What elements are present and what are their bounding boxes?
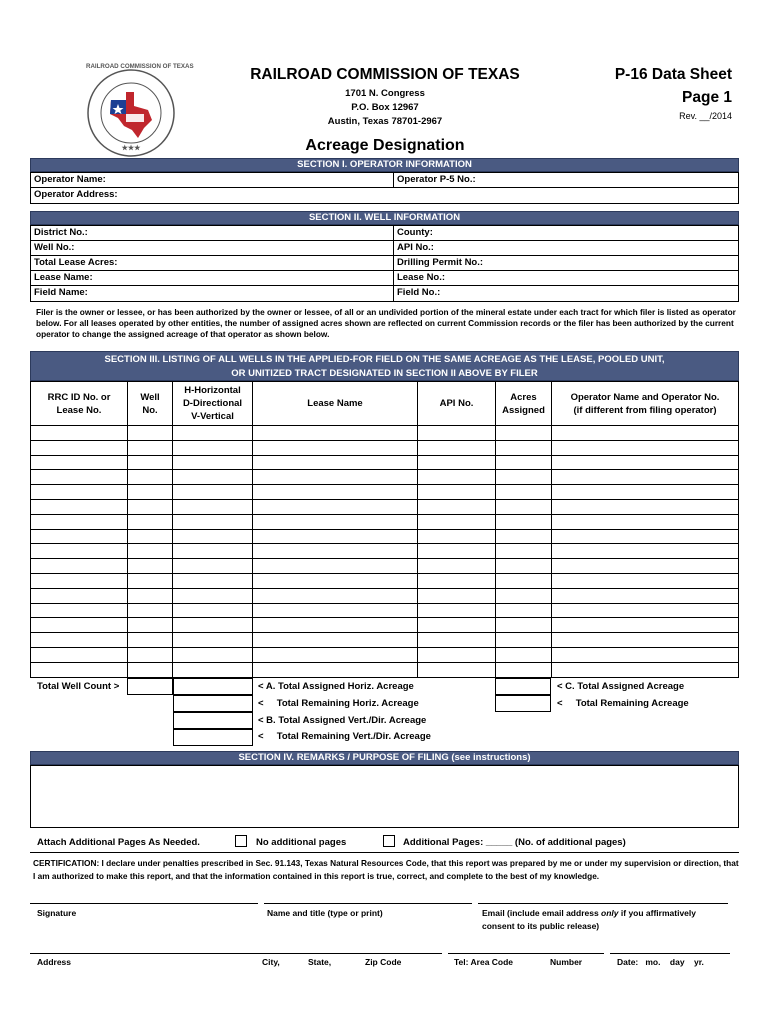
table-row bbox=[31, 633, 739, 648]
table-cell[interactable] bbox=[253, 662, 418, 677]
col-operator: Operator Name and Operator No. (if different from filing operator) bbox=[552, 382, 739, 426]
table-cell[interactable] bbox=[418, 588, 496, 603]
table-cell[interactable] bbox=[552, 559, 739, 574]
state-label: State, bbox=[308, 957, 332, 967]
table-cell[interactable] bbox=[496, 662, 552, 677]
table-cell[interactable] bbox=[552, 455, 739, 470]
table-cell[interactable] bbox=[552, 499, 739, 514]
attach-pages-label: Attach Additional Pages As Needed. bbox=[37, 837, 200, 848]
table-cell[interactable] bbox=[552, 470, 739, 485]
col-lease-name: Lease Name bbox=[253, 382, 418, 426]
name-title-label: Name and title (type or print) bbox=[267, 908, 383, 918]
table-cell[interactable] bbox=[496, 603, 552, 618]
table-cell[interactable] bbox=[173, 514, 253, 529]
table-cell[interactable] bbox=[173, 618, 253, 633]
name-title-line[interactable] bbox=[264, 903, 472, 904]
city-label: City, bbox=[262, 957, 280, 967]
a-total-box[interactable] bbox=[173, 678, 253, 695]
additional-pages-label: Additional Pages: _____ (No. of additional pages) bbox=[403, 837, 626, 848]
table-cell[interactable] bbox=[128, 485, 173, 500]
table-cell[interactable] bbox=[31, 573, 128, 588]
table-cell[interactable] bbox=[496, 470, 552, 485]
table-cell[interactable] bbox=[496, 499, 552, 514]
total-well-count-box[interactable] bbox=[127, 678, 173, 695]
table-cell[interactable] bbox=[496, 573, 552, 588]
table-cell[interactable] bbox=[128, 529, 173, 544]
table-row bbox=[31, 529, 739, 544]
table-cell[interactable] bbox=[418, 647, 496, 662]
table-cell[interactable] bbox=[552, 514, 739, 529]
table-cell[interactable] bbox=[128, 499, 173, 514]
table-cell[interactable] bbox=[253, 603, 418, 618]
table-cell[interactable] bbox=[496, 647, 552, 662]
operator-name-field[interactable]: Operator Name: bbox=[31, 173, 394, 187]
table-cell[interactable] bbox=[496, 514, 552, 529]
section-3-title-line-2: OR UNITIZED TRACT DESIGNATED IN SECTION II ABOVE BY FILER bbox=[231, 367, 538, 379]
table-cell[interactable] bbox=[31, 426, 128, 441]
col-rrc-id: RRC ID No. or Lease No. bbox=[31, 382, 128, 426]
section-1-grid bbox=[30, 172, 739, 204]
section-1-bar: SECTION I. OPERATOR INFORMATION bbox=[30, 158, 739, 172]
table-cell[interactable] bbox=[552, 485, 739, 500]
table-cell[interactable] bbox=[31, 662, 128, 677]
address-line-1: 1701 N. Congress bbox=[345, 88, 425, 99]
table-cell[interactable] bbox=[418, 485, 496, 500]
table-row bbox=[31, 647, 739, 662]
additional-pages-checkbox[interactable] bbox=[383, 835, 395, 847]
table-cell[interactable] bbox=[31, 559, 128, 574]
table-cell[interactable] bbox=[173, 573, 253, 588]
table-cell[interactable] bbox=[31, 647, 128, 662]
table-cell[interactable] bbox=[253, 618, 418, 633]
table-cell[interactable] bbox=[418, 455, 496, 470]
field-no-field[interactable]: Field No.: bbox=[397, 287, 441, 298]
no-additional-pages-label: No additional pages bbox=[256, 837, 347, 848]
table-row bbox=[31, 618, 739, 633]
table-cell[interactable] bbox=[253, 470, 418, 485]
section-2-grid bbox=[30, 225, 739, 302]
address-label: Address bbox=[37, 957, 72, 967]
form-id: P-16 Data Sheet bbox=[614, 66, 732, 83]
table-cell[interactable] bbox=[552, 618, 739, 633]
number-label: Number bbox=[550, 957, 583, 967]
table-cell[interactable] bbox=[31, 529, 128, 544]
table-cell[interactable] bbox=[418, 529, 496, 544]
section-3-bar bbox=[30, 351, 739, 381]
table-cell[interactable] bbox=[418, 559, 496, 574]
table-cell[interactable] bbox=[418, 440, 496, 455]
table-cell[interactable] bbox=[418, 470, 496, 485]
a-remaining-label: < Total Remaining Horiz. Acreage bbox=[258, 698, 419, 709]
signature-line[interactable] bbox=[30, 903, 258, 904]
table-cell[interactable] bbox=[128, 514, 173, 529]
table-cell[interactable] bbox=[418, 544, 496, 559]
tel-label: Tel: Area Code bbox=[454, 957, 514, 967]
table-cell[interactable] bbox=[496, 633, 552, 648]
table-cell[interactable] bbox=[31, 499, 128, 514]
email-line[interactable] bbox=[478, 903, 728, 904]
table-cell[interactable] bbox=[31, 618, 128, 633]
table-cell[interactable] bbox=[253, 573, 418, 588]
table-cell[interactable] bbox=[173, 485, 253, 500]
county-field[interactable]: County: bbox=[397, 227, 433, 238]
table-cell[interactable] bbox=[128, 603, 173, 618]
table-cell[interactable] bbox=[496, 618, 552, 633]
table-cell[interactable] bbox=[128, 573, 173, 588]
table-cell[interactable] bbox=[128, 618, 173, 633]
total-well-count-label: Total Well Count > bbox=[37, 681, 120, 692]
page-number: Page 1 bbox=[682, 89, 732, 106]
table-cell[interactable] bbox=[173, 529, 253, 544]
address-line-2: P.O. Box 12967 bbox=[351, 102, 419, 113]
b-total-box[interactable] bbox=[173, 712, 253, 729]
operator-address-field[interactable]: Operator Address: bbox=[34, 189, 118, 200]
table-row bbox=[31, 440, 739, 455]
address-line[interactable] bbox=[30, 953, 442, 954]
b-remaining-label: < Total Remaining Vert./Dir. Acreage bbox=[258, 731, 431, 742]
table-cell[interactable] bbox=[128, 470, 173, 485]
c-remaining-box[interactable] bbox=[495, 695, 551, 712]
table-row bbox=[31, 455, 739, 470]
b-remaining-box[interactable] bbox=[173, 729, 253, 746]
table-cell[interactable] bbox=[253, 455, 418, 470]
email-consent-label: consent to its public release) bbox=[482, 921, 600, 931]
c-total-box[interactable] bbox=[495, 678, 551, 695]
wells-table bbox=[30, 381, 739, 678]
table-cell[interactable] bbox=[418, 662, 496, 677]
table-cell[interactable] bbox=[173, 455, 253, 470]
lease-no-field[interactable]: Lease No.: bbox=[397, 272, 446, 283]
table-cell[interactable] bbox=[253, 647, 418, 662]
field-name-field[interactable]: Field Name: bbox=[31, 286, 394, 301]
col-api-no: API No. bbox=[418, 382, 496, 426]
col-acres: Acres Assigned bbox=[496, 382, 552, 426]
table-cell[interactable] bbox=[173, 499, 253, 514]
table-cell[interactable] bbox=[128, 426, 173, 441]
table-cell[interactable] bbox=[418, 633, 496, 648]
table-cell[interactable] bbox=[253, 440, 418, 455]
table-cell[interactable] bbox=[31, 633, 128, 648]
table-cell[interactable] bbox=[418, 618, 496, 633]
email-label: Email (include email address only if you affirmatively bbox=[482, 908, 696, 918]
certification-text: CERTIFICATION: I declare under penalties prescribed in Sec. 91.143, Texas Natural Resources Code, that this report was prepared by me or under my supervision or direction, that I am authorized to make this report, and that the information contained in this report is true, correct, and complete to the best of my knowledge. bbox=[33, 858, 739, 881]
no-additional-pages-checkbox[interactable] bbox=[235, 835, 247, 847]
table-cell[interactable] bbox=[31, 588, 128, 603]
table-cell[interactable] bbox=[496, 455, 552, 470]
phone-line[interactable] bbox=[448, 953, 604, 954]
table-cell[interactable] bbox=[552, 440, 739, 455]
table-cell[interactable] bbox=[496, 440, 552, 455]
table-cell[interactable] bbox=[253, 544, 418, 559]
table-cell[interactable] bbox=[128, 633, 173, 648]
table-row bbox=[31, 573, 739, 588]
api-no-field[interactable]: API No.: bbox=[397, 242, 434, 253]
table-cell[interactable] bbox=[496, 426, 552, 441]
table-row bbox=[31, 588, 739, 603]
table-cell[interactable] bbox=[552, 603, 739, 618]
table-cell[interactable] bbox=[31, 455, 128, 470]
a-total-label: < A. Total Assigned Horiz. Acreage bbox=[258, 681, 414, 692]
a-remaining-box[interactable] bbox=[173, 695, 253, 712]
table-cell[interactable] bbox=[552, 529, 739, 544]
table-cell[interactable] bbox=[552, 544, 739, 559]
table-cell[interactable] bbox=[253, 588, 418, 603]
zip-label: Zip Code bbox=[365, 957, 402, 967]
document-title: Acreage Designation bbox=[305, 137, 465, 154]
total-lease-acres-field[interactable]: Total Lease Acres: bbox=[31, 256, 394, 270]
table-cell[interactable] bbox=[173, 544, 253, 559]
table-cell[interactable] bbox=[418, 573, 496, 588]
table-row bbox=[31, 603, 739, 618]
table-cell[interactable] bbox=[552, 662, 739, 677]
date-line[interactable] bbox=[610, 953, 730, 954]
table-cell[interactable] bbox=[552, 588, 739, 603]
table-cell[interactable] bbox=[552, 633, 739, 648]
table-cell[interactable] bbox=[552, 647, 739, 662]
table-cell[interactable] bbox=[31, 440, 128, 455]
district-field[interactable]: District No.: bbox=[31, 226, 394, 240]
table-row bbox=[31, 485, 739, 500]
table-cell[interactable] bbox=[31, 544, 128, 559]
section-2-bar: SECTION II. WELL INFORMATION bbox=[30, 211, 739, 225]
table-cell[interactable] bbox=[128, 588, 173, 603]
table-cell[interactable] bbox=[552, 426, 739, 441]
address-line-3: Austin, Texas 78701-2967 bbox=[327, 116, 443, 127]
table-cell[interactable] bbox=[253, 633, 418, 648]
table-cell[interactable] bbox=[128, 559, 173, 574]
table-row bbox=[31, 662, 739, 677]
svg-text:★★★: ★★★ bbox=[121, 145, 141, 152]
b-total-label: < B. Total Assigned Vert./Dir. Acreage bbox=[258, 715, 427, 726]
table-cell[interactable] bbox=[253, 485, 418, 500]
date-label: Date: mo. day yr. bbox=[617, 957, 704, 967]
operator-p5-field[interactable]: Operator P-5 No.: bbox=[397, 174, 476, 185]
section-4-bar: SECTION IV. REMARKS / PURPOSE OF FILING (see instructions) bbox=[30, 751, 739, 765]
agency-name: RAILROAD COMMISSION OF TEXAS bbox=[250, 66, 520, 83]
table-cell[interactable] bbox=[253, 514, 418, 529]
table-cell[interactable] bbox=[173, 662, 253, 677]
table-cell[interactable] bbox=[173, 633, 253, 648]
table-cell[interactable] bbox=[253, 529, 418, 544]
table-row bbox=[31, 559, 739, 574]
drilling-permit-field[interactable]: Drilling Permit No.: bbox=[397, 257, 484, 268]
railroad-commission-seal bbox=[86, 63, 194, 158]
table-cell[interactable] bbox=[418, 603, 496, 618]
col-well-no: Well No. bbox=[128, 382, 173, 426]
table-cell[interactable] bbox=[418, 426, 496, 441]
revision: Rev. __/2014 bbox=[679, 111, 732, 121]
table-cell[interactable] bbox=[128, 647, 173, 662]
table-cell[interactable] bbox=[128, 455, 173, 470]
table-cell[interactable] bbox=[31, 485, 128, 500]
table-cell[interactable] bbox=[253, 499, 418, 514]
table-cell[interactable] bbox=[253, 559, 418, 574]
table-cell[interactable] bbox=[128, 662, 173, 677]
table-row bbox=[31, 544, 739, 559]
table-cell[interactable] bbox=[128, 544, 173, 559]
signature-label: Signature bbox=[37, 908, 77, 918]
table-cell[interactable] bbox=[496, 529, 552, 544]
table-cell[interactable] bbox=[31, 603, 128, 618]
col-type: H-Horizontal D-Directional V-Vertical bbox=[173, 382, 253, 426]
table-cell[interactable] bbox=[418, 514, 496, 529]
table-cell[interactable] bbox=[31, 514, 128, 529]
table-cell[interactable] bbox=[496, 544, 552, 559]
table-row bbox=[31, 499, 739, 514]
table-cell[interactable] bbox=[496, 559, 552, 574]
filer-note: Filer is the owner or lessee, or has been authorized by the owner or lessee, of all or an undivided portion of the mineral estate under each tract for which filer is listed as operator below. For all leases operated by other entities, the number of assigned acres shown are reflected on current Commission records or the filer has been authorized by the current operator to change the assigned acreage of that operator as shown below. bbox=[36, 307, 736, 339]
divider bbox=[30, 852, 739, 853]
remarks-textarea[interactable] bbox=[30, 765, 739, 828]
c-remaining-label: < Total Remaining Acreage bbox=[557, 698, 689, 709]
table-cell[interactable] bbox=[496, 588, 552, 603]
table-cell[interactable] bbox=[173, 559, 253, 574]
table-cell[interactable] bbox=[253, 426, 418, 441]
table-row bbox=[31, 426, 739, 441]
table-cell[interactable] bbox=[173, 426, 253, 441]
c-total-label: < C. Total Assigned Acreage bbox=[557, 681, 685, 692]
section-3-title-line-1: SECTION III. LISTING OF ALL WELLS IN THE APPLIED-FOR FIELD ON THE SAME ACREAGE AS THE LEASE, POOLED UNIT, bbox=[104, 354, 665, 365]
table-cell[interactable] bbox=[552, 573, 739, 588]
table-row bbox=[31, 470, 739, 485]
table-cell[interactable] bbox=[173, 603, 253, 618]
table-cell[interactable] bbox=[173, 588, 253, 603]
table-cell[interactable] bbox=[31, 470, 128, 485]
well-no-field[interactable]: Well No.: bbox=[31, 241, 394, 255]
seal-text: RAILROAD COMMISSION OF TEXAS bbox=[86, 63, 194, 70]
table-cell[interactable] bbox=[418, 499, 496, 514]
table-cell[interactable] bbox=[128, 440, 173, 455]
table-row bbox=[31, 514, 739, 529]
table-cell[interactable] bbox=[173, 647, 253, 662]
table-cell[interactable] bbox=[173, 440, 253, 455]
table-cell[interactable] bbox=[173, 470, 253, 485]
table-cell[interactable] bbox=[496, 485, 552, 500]
lease-name-field[interactable]: Lease Name: bbox=[31, 271, 394, 285]
